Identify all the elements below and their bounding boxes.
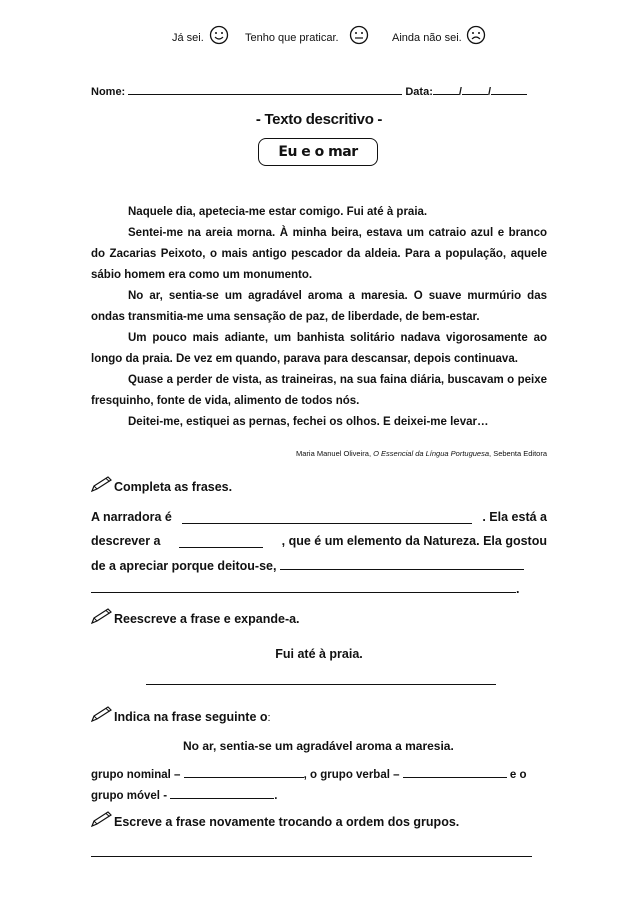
nome-blank[interactable] (128, 83, 402, 95)
smiley-happy-icon (209, 25, 229, 45)
ex3-end: . (274, 790, 278, 802)
ex1-text-5: de a apreciar porque deitou-se, (91, 559, 277, 573)
citation-publisher: , Sebenta Editora (489, 449, 547, 458)
header-ainda-nao-sei: Ainda não sei. (392, 32, 462, 44)
text-paragraph-2: Sentei-me na areia morna. À minha beira, estava um catraio azul e branco do Zacarias Peixoto, o mais antigo pescador da aldeia. Para a população, aquele sábio homem era como um monumento. (91, 227, 547, 281)
ex3-eo-label: e o (509, 769, 527, 781)
page-title: - Texto descritivo - (255, 111, 383, 128)
exercise3-title (114, 710, 271, 724)
exercise3-sentence: No ar, sentia-se um agradável aroma a maresia. (183, 739, 454, 753)
name-date-row (91, 83, 527, 98)
ex3-gv-label: , o grupo verbal – (303, 769, 400, 781)
ex3-gn-label: grupo nominal – (91, 769, 181, 781)
ex1-blank-descrever[interactable] (179, 536, 263, 548)
pencil-icon (90, 810, 114, 828)
year-blank[interactable] (491, 83, 527, 95)
header-ja-sei: Já sei. (172, 32, 204, 44)
smiley-neutral-icon (349, 25, 369, 45)
exercise3-title-text: Indica na frase seguinte o (114, 710, 268, 724)
exercise4-title: Escreve a frase novamente trocando a ordem dos grupos. (114, 815, 460, 829)
citation-book: O Essencial da Língua Portuguesa (373, 449, 490, 458)
ex1-text-4: , que é um elemento da Natureza. Ela gostou (281, 534, 547, 548)
pencil-icon (90, 475, 114, 493)
text-paragraph-5: Quase a perder de vista, as traineiras, na sua faina diária, buscavam o peixe fresquinho, fonte de vida, alimento de todos nós. (91, 374, 547, 407)
exercise1-line3 (91, 558, 524, 573)
nome-label: Nome: (91, 86, 126, 98)
citation-author: Maria Manuel Oliveira, (296, 449, 374, 458)
ex1-text-3: descrever a (91, 534, 161, 548)
pencil-icon (90, 607, 114, 625)
header-tenho-que-praticar: Tenho que praticar. (245, 32, 339, 44)
exercise3-line2 (91, 787, 277, 802)
exercise1-line2 (91, 534, 547, 548)
data-label: Data: (405, 86, 433, 98)
exercise4-answer-line[interactable] (91, 856, 532, 857)
text-paragraph-3: No ar, sentia-se um agradável aroma a maresia. O suave murmúrio das ondas transmitia-me uma sensação de paz, de liberdade, de bem-estar. (91, 290, 547, 323)
citation (91, 449, 547, 458)
ex1-text-1: A narradora é (91, 510, 172, 524)
date-slash-1: / (458, 86, 462, 98)
ex1-text-2: . Ela está a (482, 510, 547, 524)
exercise1-title: Completa as frases. (114, 480, 233, 494)
ex1-text-6: . (516, 582, 520, 596)
ex1-blank-deitou[interactable] (280, 558, 524, 570)
pencil-icon (90, 705, 114, 723)
date-slash-2: / (487, 86, 491, 98)
text-paragraph-4: Um pouco mais adiante, um banhista solitário nadava vigorosamente ao longo da praia. De vez em quando, parava para descansar, depois continuava. (91, 332, 547, 365)
ex3-gm-label: grupo móvel - (91, 790, 168, 802)
exercise3-line1 (91, 766, 527, 781)
exercise1-line4 (91, 581, 519, 596)
exercise2-sentence: Fui até à praia. (275, 647, 363, 661)
smiley-sad-icon (466, 25, 486, 45)
subtitle-box: Eu e o mar (258, 138, 378, 166)
ex3-blank-gn[interactable] (184, 766, 304, 778)
ex1-blank-full-line[interactable] (91, 581, 516, 593)
ex1-blank-narradora[interactable] (182, 512, 472, 524)
month-blank[interactable] (462, 83, 488, 95)
exercise1-line1 (91, 510, 547, 524)
text-paragraph-1: Naquele dia, apetecia-me estar comigo. Fui até à praia. (128, 206, 428, 218)
exercise2-answer-line[interactable] (146, 684, 496, 685)
day-blank[interactable] (433, 83, 459, 95)
exercise3-colon: : (267, 712, 271, 724)
exercise2-title: Reescreve a frase e expande-a. (114, 612, 300, 626)
ex3-blank-gv[interactable] (403, 766, 507, 778)
ex3-blank-gm[interactable] (170, 787, 274, 799)
text-paragraph-6: Deitei-me, estiquei as pernas, fechei os olhos. E deixei-me levar… (128, 416, 489, 428)
